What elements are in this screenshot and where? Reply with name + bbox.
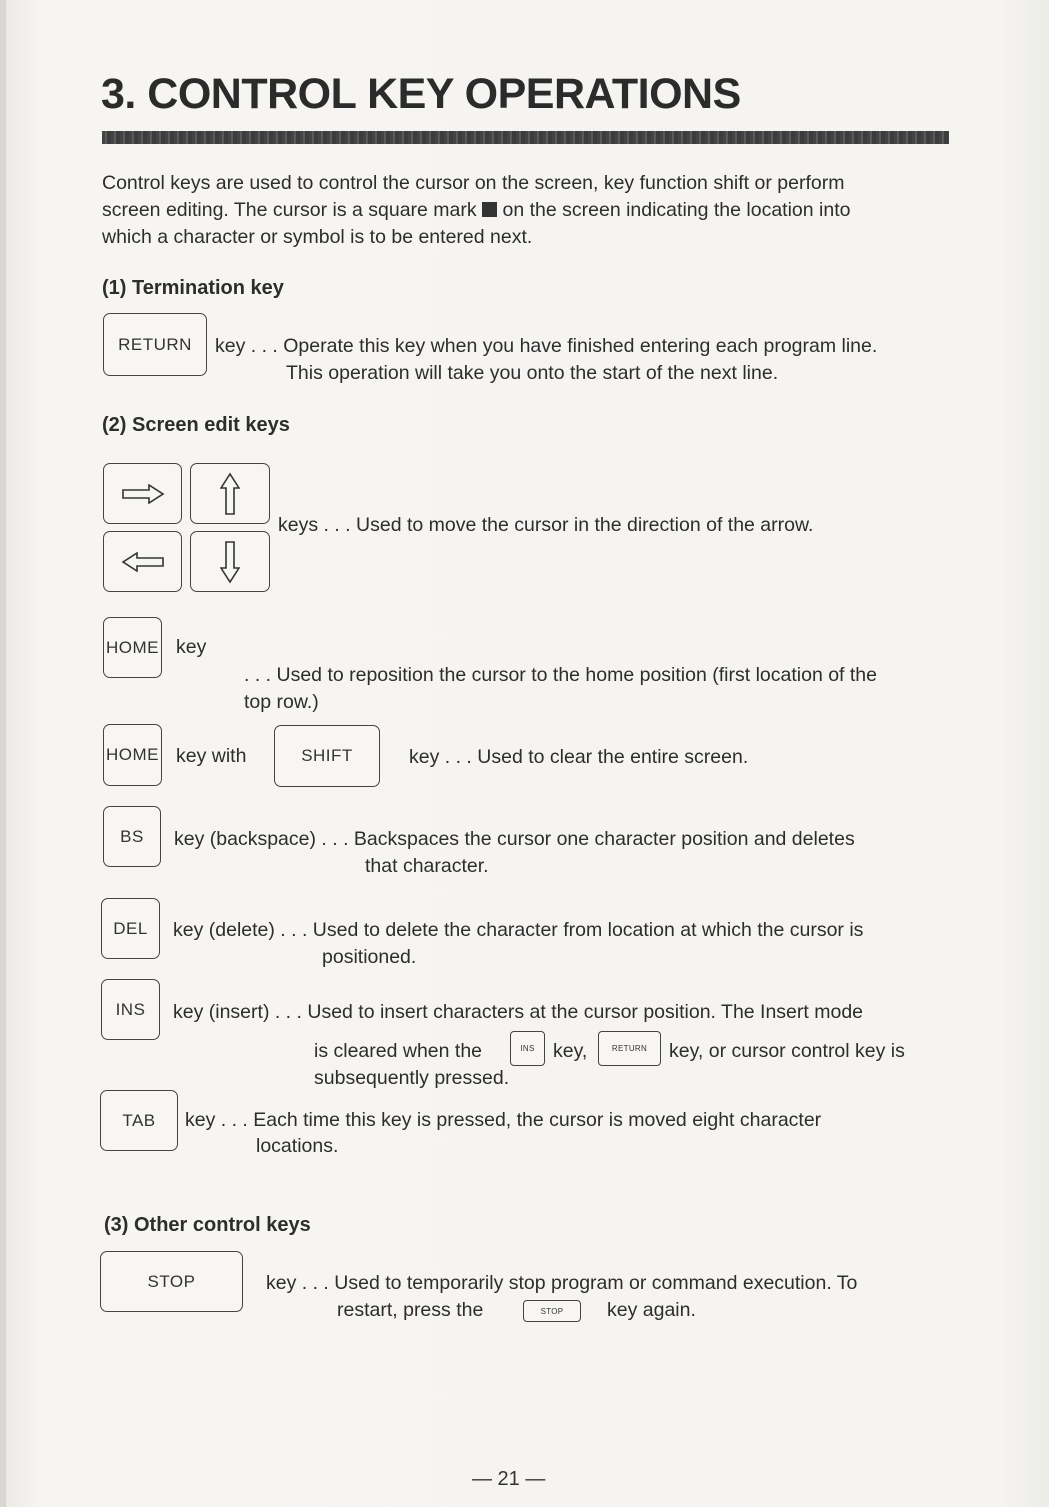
page-spine-shadow (0, 0, 6, 1507)
ins-desc-line-2b: key, (553, 1040, 588, 1062)
home-shift-desc: key . . . Used to clear the entire screen. (409, 746, 749, 768)
up-arrow-key (190, 463, 270, 524)
home-key-label: key (176, 636, 207, 658)
return-inline-key: RETURN (598, 1031, 661, 1066)
stop-desc-line-2a: restart, press the (337, 1299, 484, 1321)
shift-key: SHIFT (274, 725, 380, 787)
home-key: HOME (103, 617, 162, 678)
ins-desc-line-1: key (insert) . . . Used to insert characters at the cursor position. The Insert mode (173, 1001, 864, 1023)
down-arrow-icon (220, 540, 240, 584)
ins-desc-line-2a: is cleared when the (314, 1040, 483, 1062)
intro-line-3: which a character or symbol is to be entered next. (102, 226, 533, 248)
ins-desc-line-2c: key, or cursor control key is (669, 1040, 905, 1062)
ins-inline-key: INS (510, 1031, 545, 1066)
bs-desc-line-1: key (backspace) . . . Backspaces the cursor one character position and deletes (174, 828, 855, 850)
return-desc-line-1: key . . . Operate this key when you have finished entering each program line. (215, 335, 878, 357)
title-underline-bar (102, 131, 949, 144)
ins-key: INS (101, 979, 160, 1040)
bs-key: BS (103, 806, 161, 867)
arrow-keys-desc: keys . . . Used to move the cursor in the direction of the arrow. (278, 514, 814, 536)
section-heading-other: (3) Other control keys (104, 1214, 311, 1236)
up-arrow-icon (220, 472, 240, 516)
left-arrow-key (103, 531, 182, 592)
del-desc-line-2: positioned. (322, 946, 417, 968)
page-title: 3. CONTROL KEY OPERATIONS (101, 70, 741, 118)
intro-line-2 (102, 197, 850, 224)
return-desc-line-2: This operation will take you onto the start of the next line. (286, 362, 779, 384)
section-heading-screen-edit: (2) Screen edit keys (102, 414, 290, 436)
intro-line-2-a: screen editing. The cursor is a square mark (102, 199, 477, 221)
home-desc-line-1: . . . Used to reposition the cursor to the home position (first location of the (244, 664, 877, 686)
stop-key: STOP (100, 1251, 243, 1312)
tab-desc-line-2: locations. (256, 1135, 339, 1157)
stop-desc-line-2b: key again. (607, 1299, 696, 1321)
right-arrow-key (103, 463, 182, 524)
stop-inline-key: STOP (523, 1300, 581, 1322)
ins-desc-line-3: subsequently pressed. (314, 1067, 510, 1089)
bs-desc-line-2: that character. (365, 855, 489, 877)
left-arrow-icon (121, 552, 165, 572)
right-arrow-icon (121, 484, 165, 504)
home-key-2: HOME (103, 724, 162, 786)
section-heading-termination: (1) Termination key (102, 277, 284, 299)
home-shift-mid-text: key with (176, 745, 247, 767)
del-key: DEL (101, 898, 160, 959)
home-desc-line-2: top row.) (244, 691, 319, 713)
return-key: RETURN (103, 313, 207, 376)
intro-line-2-b: on the screen indicating the location into (502, 199, 851, 221)
down-arrow-key (190, 531, 270, 592)
page-number: — 21 — (472, 1468, 546, 1490)
tab-key: TAB (100, 1090, 178, 1151)
stop-desc-line-1: key . . . Used to temporarily stop program or command execution. To (266, 1272, 858, 1294)
tab-desc-line-1: key . . . Each time this key is pressed, the cursor is moved eight character (185, 1109, 822, 1131)
intro-line-1: Control keys are used to control the cursor on the screen, key function shift or perform (102, 172, 845, 194)
del-desc-line-1: key (delete) . . . Used to delete the character from location at which the cursor is (173, 919, 864, 941)
cursor-square-icon (482, 202, 497, 217)
